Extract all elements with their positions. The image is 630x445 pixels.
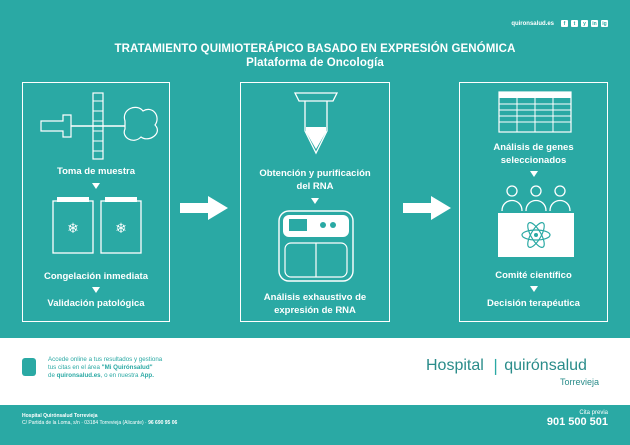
twitter-icon[interactable]: t [571, 20, 578, 27]
app-promo-l2a: tus citas en el área [48, 364, 102, 371]
step-committee: Comité científico [495, 270, 572, 281]
step-purification-l1: Obtención y purificación [259, 168, 371, 179]
logo-brand-text: quirónsalud [504, 357, 587, 374]
test-tube-icon [289, 87, 343, 157]
down-arrow-icon [92, 183, 100, 189]
data-table-icon [498, 91, 572, 133]
step-decision: Decisión terapéutica [487, 298, 580, 309]
sequencer-machine-icon [275, 207, 357, 283]
logo-location: Torrevieja [560, 377, 600, 387]
mi-quironsalud-link[interactable]: "Mi Quirónsalud" [101, 364, 153, 371]
site-link[interactable]: quironsalud.es [511, 20, 554, 27]
step-gene-analysis-l2: seleccionados [500, 155, 567, 166]
down-arrow-icon [530, 171, 538, 177]
title-line-1: TRATAMIENTO QUIMIOTERÁPICO BASADO EN EXPRESIÓN GENÓMICA [114, 43, 516, 55]
quironsalud-link[interactable]: quironsalud.es [56, 372, 101, 379]
hospital-name: Hospital Quirónsalud Torrevieja [22, 413, 98, 419]
step-expression-l2: expresión de RNA [274, 305, 356, 316]
appointment-phone[interactable]: 901 500 501 [546, 416, 608, 428]
page-title [0, 42, 630, 70]
svg-text:❄: ❄ [67, 221, 79, 237]
title-line-2: Plataforma de Oncología [246, 57, 384, 69]
down-arrow-icon [311, 198, 319, 204]
hospital-phone[interactable]: 96 690 95 06 [148, 420, 178, 426]
address-block [22, 413, 177, 427]
right-arrow-icon [180, 196, 228, 220]
appointment-block [547, 410, 608, 428]
committee-icon [496, 181, 576, 259]
app-promo-text [48, 356, 198, 380]
top-bar [511, 20, 608, 27]
panel-decision [459, 82, 608, 322]
panel-sample [22, 82, 170, 322]
step-expression-l1: Análisis exhaustivo de [263, 292, 367, 303]
app-promo-l3c: , o en nuestra [100, 372, 141, 379]
svg-text:❄: ❄ [115, 221, 127, 237]
app-promo-l1: Accede online a tus resultados y gestiona [48, 356, 163, 363]
sample-extraction-icon [33, 91, 161, 161]
step-gene-analysis-l1: Análisis de genes [493, 142, 574, 153]
freezer-icon [51, 195, 143, 255]
hospital-logo [426, 356, 587, 376]
youtube-icon[interactable]: y [581, 20, 588, 27]
app-promo-l3 [48, 372, 198, 380]
address-line: C/ Partida de la Loma, s/n · 03184 Torrevieja (Alicante) · [22, 420, 149, 426]
down-arrow-icon [92, 287, 100, 293]
down-arrow-icon [530, 286, 538, 292]
step-validation: Validación patológica [47, 298, 145, 309]
app-link[interactable]: App. [140, 372, 154, 379]
step-gene-analysis [460, 141, 607, 167]
phone-app-icon [22, 358, 36, 376]
linkedin-icon[interactable]: in [592, 20, 597, 27]
app-promo-l2 [48, 364, 198, 372]
instagram-icon[interactable]: ig [602, 20, 607, 27]
logo-hospital-text: Hospital [426, 357, 484, 374]
logo-mark-icon: ❘ [488, 358, 503, 375]
facebook-icon[interactable]: f [561, 20, 568, 27]
step-expression [241, 291, 389, 317]
right-arrow-icon [403, 196, 451, 220]
panel-rna [240, 82, 390, 322]
app-promo-l3a: de [48, 372, 57, 379]
step-sample: Toma de muestra [57, 166, 135, 177]
step-purification-l2: del RNA [296, 181, 334, 192]
step-purification [241, 167, 389, 193]
step-freeze: Congelación inmediata [44, 271, 148, 282]
appointment-label: Cita previa [579, 410, 608, 416]
